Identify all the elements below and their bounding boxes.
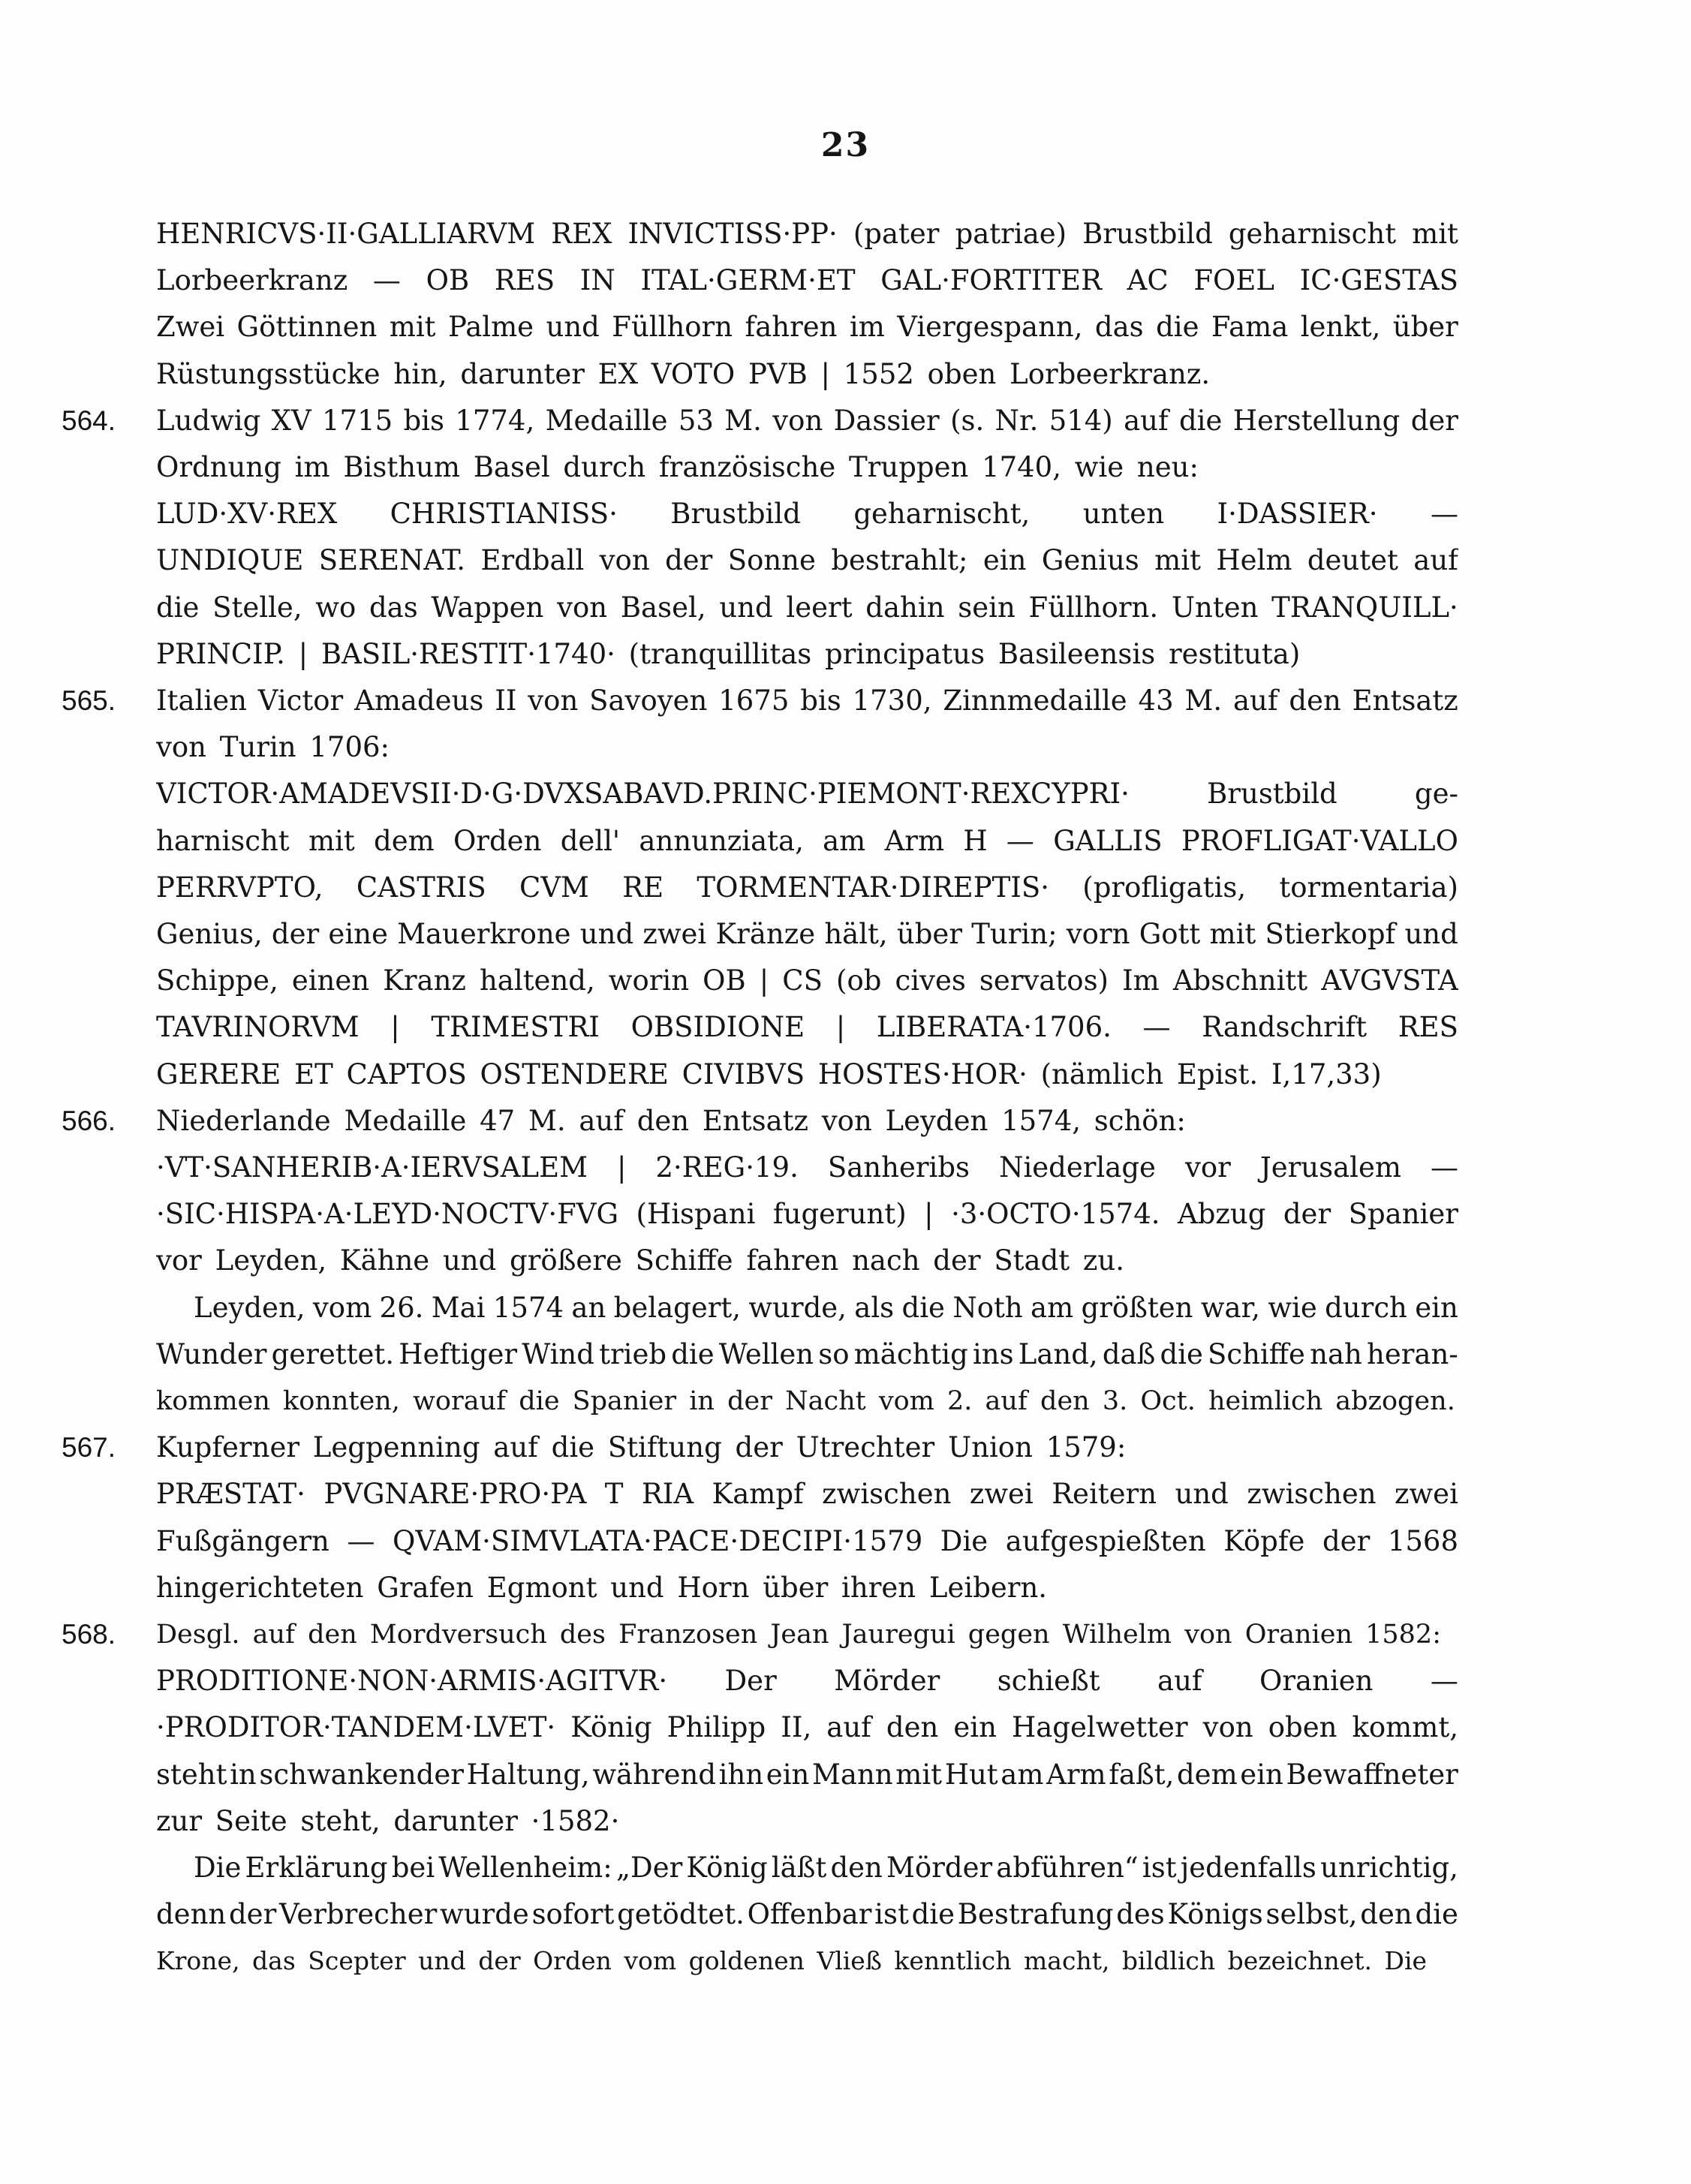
text-line: harnischt mit dem Orden dell' annunziata, am Arm H — GALLIS PROFLIGAT·VALLO: [156, 824, 1458, 857]
entry-number: 565.: [62, 685, 116, 716]
text-line: GERERE ET CAPTOS OSTENDERE CIVIBVS HOSTES·HOR· (nämlich Epist. I,17,33): [156, 1057, 1382, 1090]
text-line: ·VT·SANHERIB·A·IERVSALEM | 2·REG·19. Sanheribs Niederlage vor Jerusalem —: [156, 1151, 1458, 1184]
text-line: PRODITIONE·NON·ARMIS·AGITVR· Der Mörder schießt auf Oranien —: [156, 1665, 1458, 1698]
text-line: Zwei Göttinnen mit Palme und Füllhorn fahren im Viergespann, das die Fama lenkt, über: [156, 311, 1458, 344]
text-line: UNDIQUE SERENAT. Erdball von der Sonne bestrahlt; ein Genius mit Helm deutet auf: [156, 544, 1458, 577]
text-line: steht in schwankender Haltung, während ihn ein Mann mit Hut am Arm faßt, dem ein Bewaffneter: [156, 1758, 1458, 1791]
text-line: PRINCIP. | BASIL·RESTIT·1740· (tranquillitas principatus Basileensis restituta): [156, 637, 1301, 670]
text-line: Die Erklärung bei Wellenheim: „Der König läßt den Mörder abführen“ ist jedenfalls unrichtig,: [194, 1852, 1458, 1884]
text-line: Italien Victor Amadeus II von Savoyen 1675 bis 1730, Zinnmedaille 43 M. auf den Entsatz: [156, 684, 1458, 717]
page-number: 23: [820, 126, 871, 164]
text-line: denn der Verbrecher wurde sofort getödtet. Offenbar ist die Bestrafung des Königs selbst, den die: [156, 1898, 1458, 1931]
text-line: kommen konnten, worauf die Spanier in der Nacht vom 2. auf den 3. Oct. heimlich abzogen.: [156, 1386, 1455, 1416]
text-line: Krone, das Scepter und der Orden vom goldenen Vließ kenntlich macht, bildlich bezeichnet. Die: [156, 1946, 1428, 1976]
text-line: vor Leyden, Kähne und größere Schiffe fahren nach der Stadt zu.: [156, 1244, 1124, 1277]
text-line: die Stelle, wo das Wappen von Basel, und leert dahin sein Füllhorn. Unten TRANQUILL·: [156, 591, 1458, 624]
text-line: Niederlande Medaille 47 M. auf den Entsatz von Leyden 1574, schön:: [156, 1104, 1186, 1137]
text-line: LUD·XV·REX CHRISTIANISS· Brustbild geharnischt, unten I·DASSIER· —: [156, 498, 1458, 531]
text-line: zur Seite steht, darunter ·1582·: [156, 1804, 620, 1837]
text-line: Rüstungsstücke hin, darunter EX VOTO PVB | 1552 oben Lorbeerkranz.: [156, 357, 1211, 390]
text-line: Kupferner Legpenning auf die Stiftung der Utrechter Union 1579:: [156, 1431, 1127, 1464]
text-line: Ludwig XV 1715 bis 1774, Medaille 53 M. von Dassier (s. Nr. 514) auf die Herstellung der: [156, 404, 1458, 437]
text-line: Schippe, einen Kranz haltend, worin OB | CS (ob cives servatos) Im Abschnitt AVGVSTA: [156, 964, 1458, 997]
text-line: hingerichteten Grafen Egmont und Horn über ihren Leibern.: [156, 1571, 1048, 1604]
text-line: ·SIC·HISPA·A·LEYD·NOCTV·FVG (Hispani fugerunt) | ·3·OCTO·1574. Abzug der Spanier: [156, 1198, 1458, 1231]
text-line: von Turin 1706:: [156, 731, 390, 764]
text-line: Ordnung im Bisthum Basel durch französische Truppen 1740, wie neu:: [156, 451, 1199, 483]
text-line: Leyden, vom 26. Mai 1574 an belagert, wurde, als die Noth am größten war, wie durch ein: [194, 1291, 1458, 1324]
text-line: VICTOR·AMADEVSII·D·G·DVXSABAVD.PRINC·PIEMONT·REXCYPRI· Brustbild ge-: [156, 778, 1458, 811]
text-line: HENRICVS·II·GALLIARVM REX INVICTISS·PP· (pater patriae) Brustbild geharnischt mit: [156, 218, 1458, 250]
text-line: Wunder gerettet. Heftiger Wind trieb die Wellen so mächtig ins Land, daß die Schiffe nah heran-: [156, 1337, 1458, 1370]
entry-number: 567.: [62, 1432, 116, 1464]
text-line: Genius, der eine Mauerkrone und zwei Kränze hält, über Turin; vorn Gott mit Stierkopf und: [156, 918, 1458, 950]
text-line: Desgl. auf den Mordversuch des Franzosen Jean Jauregui gegen Wilhelm von Oranien 1582:: [156, 1620, 1441, 1650]
text-line: PRÆSTAT· PVGNARE·PRO·PA T RIA Kampf zwischen zwei Reitern und zwischen zwei: [156, 1478, 1458, 1511]
entry-number: 568.: [62, 1619, 116, 1650]
entry-number: 564.: [62, 405, 116, 436]
text-line: Fußgängern — QVAM·SIMVLATA·PACE·DECIPI·1579 Die aufgespießten Köpfe der 1568: [156, 1524, 1458, 1557]
text-line: TAVRINORVM | TRIMESTRI OBSIDIONE | LIBERATA·1706. — Randschrift RES: [156, 1011, 1458, 1044]
text-line: PERRVPTO, CASTRIS CVM RE TORMENTAR·DIREPTIS· (profligatis, tormentaria): [156, 871, 1458, 904]
text-line: ·PRODITOR·TANDEM·LVET· König Philipp II, auf den ein Hagelwetter von oben kommt,: [156, 1711, 1458, 1744]
entry-number: 566.: [62, 1105, 116, 1136]
text-line: Lorbeerkranz — OB RES IN ITAL·GERM·ET GAL·FORTITER AC FOEL IC·GESTAS: [156, 264, 1458, 297]
